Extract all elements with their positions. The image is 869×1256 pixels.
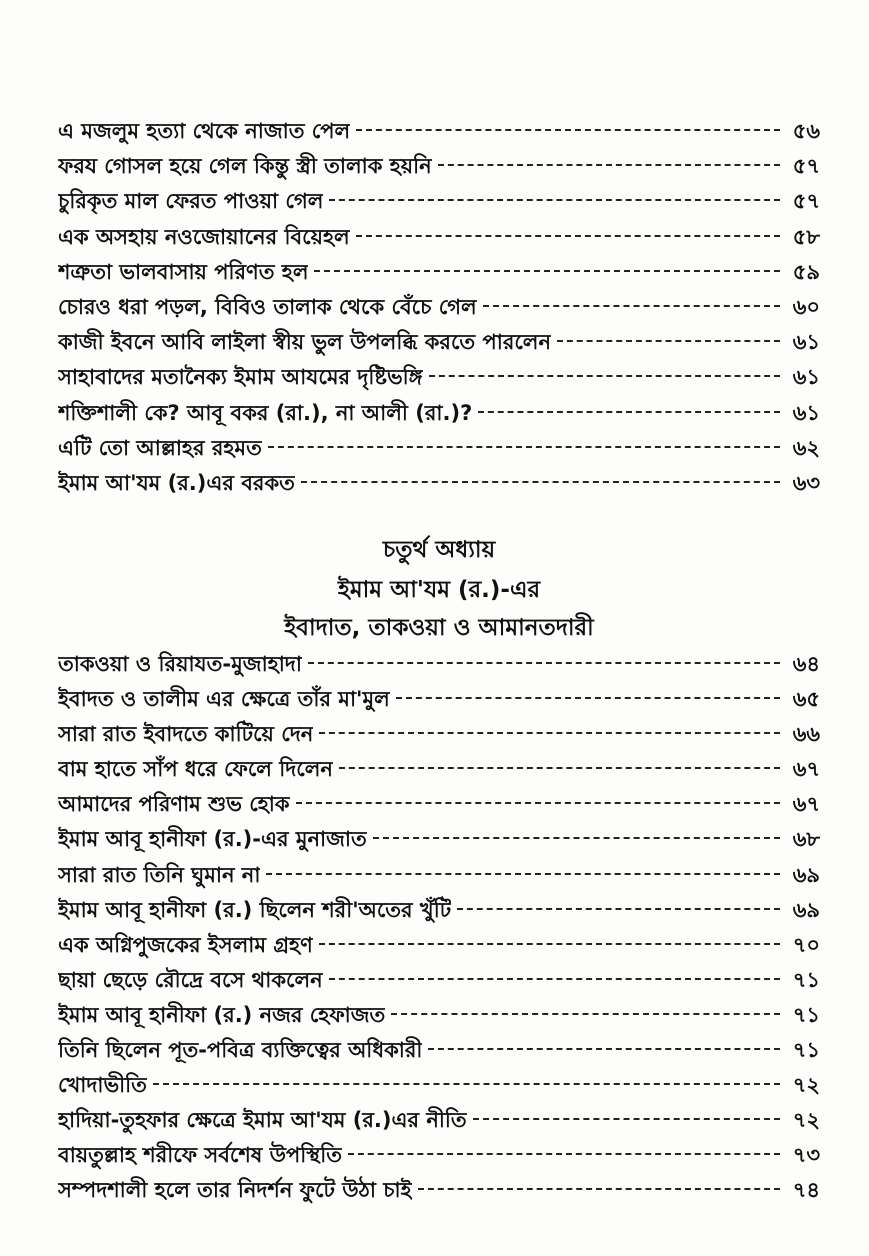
toc-entry[interactable]	[58, 220, 820, 255]
toc-entry-page: ৬৩	[792, 470, 820, 495]
toc-entry-title: বাম হাতে সাঁপ ধরে ফেলে দিলেন	[58, 757, 333, 782]
toc-entry[interactable]	[58, 184, 820, 219]
toc-entry-page: ৭৪	[792, 1178, 820, 1203]
dot-leader	[339, 767, 780, 769]
dot-leader	[396, 697, 780, 699]
dot-leader	[429, 375, 780, 377]
toc-entry-title: সম্পদশালী হলে তার নিদর্শন ফুটে উঠা চাই	[58, 1178, 412, 1203]
toc-entry-page: ৬৭	[792, 757, 820, 782]
toc-entry-page: ৭১	[792, 1002, 820, 1027]
toc-entry-title: তাকওয়া ও রিয়াযত-মুজাহাদা	[58, 652, 302, 676]
toc-entry-page: ৭০	[792, 932, 820, 957]
toc-entry[interactable]	[58, 290, 820, 325]
toc-entry-title: এক অগ্নিপুজকের ইসলাম গ্রহণ	[58, 932, 313, 957]
dot-leader	[268, 446, 780, 448]
dot-leader	[457, 908, 780, 910]
toc-entry-page: ৬৪	[792, 652, 820, 676]
toc-entry[interactable]	[58, 858, 820, 893]
dot-leader	[478, 411, 780, 413]
dot-leader	[308, 662, 780, 664]
toc-entry-title: ইমাম আবূ হানীফা (র.)-এর মুনাজাত	[58, 827, 367, 852]
toc-entry[interactable]	[58, 998, 820, 1033]
toc-entry-page: ৫৬	[792, 119, 820, 143]
toc-entry-page: ৬৯	[792, 897, 820, 922]
toc-entry[interactable]	[58, 255, 820, 290]
dot-leader	[266, 873, 780, 875]
toc-entry-title: ইমাম আবূ হানীফা (র.) নজর হেফাজত	[58, 1002, 386, 1027]
dot-leader	[356, 235, 780, 237]
toc-entry-page: ৬৬	[792, 722, 820, 747]
toc-entry-title: এটি তো আল্লাহর রহমত	[58, 435, 262, 460]
dot-leader	[319, 943, 780, 945]
toc-entry-title: এক অসহায় নওজোয়ানের বিয়েহল	[58, 224, 350, 249]
toc-entry[interactable]	[58, 325, 820, 360]
toc-entry[interactable]	[58, 1068, 820, 1103]
toc-entry-page: ৭১	[792, 1038, 820, 1063]
toc-entry[interactable]	[58, 360, 820, 395]
toc-entry[interactable]	[58, 431, 820, 466]
toc-entry[interactable]	[58, 822, 820, 857]
toc-entry-title: বায়তুল্লাহ শরীফে সর্বশেষ উপস্থিতি	[58, 1143, 342, 1168]
toc-entry-title: সারা রাত ইবাদতে কাটিয়ে দেন	[58, 722, 314, 747]
dot-leader	[373, 837, 780, 839]
toc-entry-title: আমাদের পরিণাম শুভ হোক	[58, 792, 290, 817]
toc-entry-title: ফরয গোসল হয়ে গেল কিন্তু স্ত্রী তালাক হয়নি	[58, 154, 432, 179]
toc-entry-title: চোরও ধরা পড়ল, বিবিও তালাক থেকে বেঁচে গেল	[58, 294, 477, 319]
toc-entry-title: ছায়া ছেড়ে রৌদ্রে বসে থাকলেন	[58, 967, 323, 992]
toc-entry-page: ৬৮	[792, 827, 820, 852]
dot-leader	[319, 732, 780, 734]
toc-entry[interactable]	[58, 466, 820, 501]
dot-leader	[348, 1153, 780, 1155]
dot-leader	[301, 481, 780, 483]
toc-entry-title: কাজী ইবনে আবি লাইলা স্বীয় ভুল উপলব্ধি করতে পারলেন	[58, 330, 551, 355]
dot-leader	[329, 199, 780, 201]
toc-entry-page: ৫৭	[792, 189, 820, 214]
toc-entry-page: ৬২	[792, 435, 820, 460]
chapter-label: চতুর্থ অধ্যায়	[382, 537, 496, 563]
toc-entry[interactable]	[58, 682, 820, 717]
toc-entry-title: সারা রাত তিনি ঘুমান না	[58, 862, 261, 887]
toc-entry-page: ৬০	[792, 294, 820, 319]
dot-leader	[356, 129, 780, 131]
toc-entry-title: চুরিকৃত মাল ফেরত পাওয়া গেল	[58, 189, 324, 214]
dot-leader	[483, 305, 780, 307]
toc-entry[interactable]	[58, 1103, 820, 1138]
dot-leader	[329, 978, 780, 980]
toc-entry-page: ৬১	[792, 400, 820, 425]
dot-leader	[557, 340, 780, 342]
toc-list-chapter-four	[58, 647, 820, 1209]
dot-leader	[438, 164, 780, 166]
toc-entry[interactable]	[58, 114, 820, 149]
toc-entry-title: হাদিয়া-তুহফার ক্ষেত্রে ইমাম আ'যম (র.)এর নীতি	[58, 1108, 467, 1133]
toc-entry-title: সাহাবাদের মতানৈক্য ইমাম আযমের দৃষ্টিভঙ্গি	[58, 365, 423, 390]
dot-leader	[296, 802, 780, 804]
toc-entry-page: ৫৮	[792, 224, 820, 249]
toc-entry-page: ৭১	[792, 967, 820, 992]
toc-entry[interactable]	[58, 928, 820, 963]
toc-entry-page: ৫৭	[792, 154, 820, 179]
toc-entry[interactable]	[58, 893, 820, 928]
toc-entry-page: ৬৫	[792, 687, 820, 712]
toc-entry-page: ৬১	[792, 330, 820, 355]
toc-entry-page: ৭২	[792, 1108, 820, 1133]
toc-entry[interactable]	[58, 647, 820, 682]
toc-entry[interactable]	[58, 1138, 820, 1173]
toc-entry-page: ৬১	[792, 365, 820, 390]
toc-entry-title: ইমাম আ'যম (র.)এর বরকত	[58, 470, 295, 495]
dot-leader	[473, 1118, 780, 1120]
toc-entry[interactable]	[58, 787, 820, 822]
toc-entry-page: ৬৭	[792, 792, 820, 817]
chapter-subtitle: ইবাদাত, তাকওয়া ও আমানতদারী	[284, 615, 594, 641]
toc-entry-title: ইমাম আবূ হানীফা (র.) ছিলেন শরী'অতের খুঁটি	[58, 897, 452, 922]
toc-list-previous-chapter	[58, 114, 820, 501]
chapter-title: ইমাম আ'যম (র.)-এর	[337, 577, 541, 603]
dot-leader	[418, 1188, 780, 1190]
toc-entry[interactable]	[58, 149, 820, 184]
toc-entry[interactable]	[58, 1033, 820, 1068]
toc-entry-title: খোদাভীতি	[58, 1073, 147, 1098]
toc-entry-page: ৫৯	[792, 259, 820, 284]
toc-entry[interactable]	[58, 963, 820, 998]
toc-entry-title: এ মজলুম হত্যা থেকে নাজাত পেল	[58, 119, 351, 143]
toc-entry[interactable]	[58, 1173, 820, 1208]
toc-entry-title: তিনি ছিলেন পূত-পবিত্র ব্যক্তিত্বের অধিকারী	[58, 1038, 423, 1063]
toc-entry-page: ৬৯	[792, 862, 820, 887]
toc-entry[interactable]	[58, 752, 820, 787]
toc-entry-page: ৭৩	[792, 1143, 820, 1168]
toc-entry-title: শত্রুতা ভালবাসায় পরিণত হল	[58, 259, 309, 284]
toc-entry-title: শক্তিশালী কে? আবূ বকর (রা.), না আলী (রা.)?	[58, 400, 473, 425]
toc-entry[interactable]	[58, 396, 820, 431]
dot-leader	[391, 1013, 780, 1015]
dot-leader	[428, 1048, 780, 1050]
toc-entry-page: ৭২	[792, 1073, 820, 1098]
toc-entry[interactable]	[58, 717, 820, 752]
dot-leader	[153, 1083, 780, 1085]
toc-entry-title: ইবাদত ও তালীম এর ক্ষেত্রে তাঁর মা'মুল	[58, 687, 390, 712]
dot-leader	[314, 270, 780, 272]
